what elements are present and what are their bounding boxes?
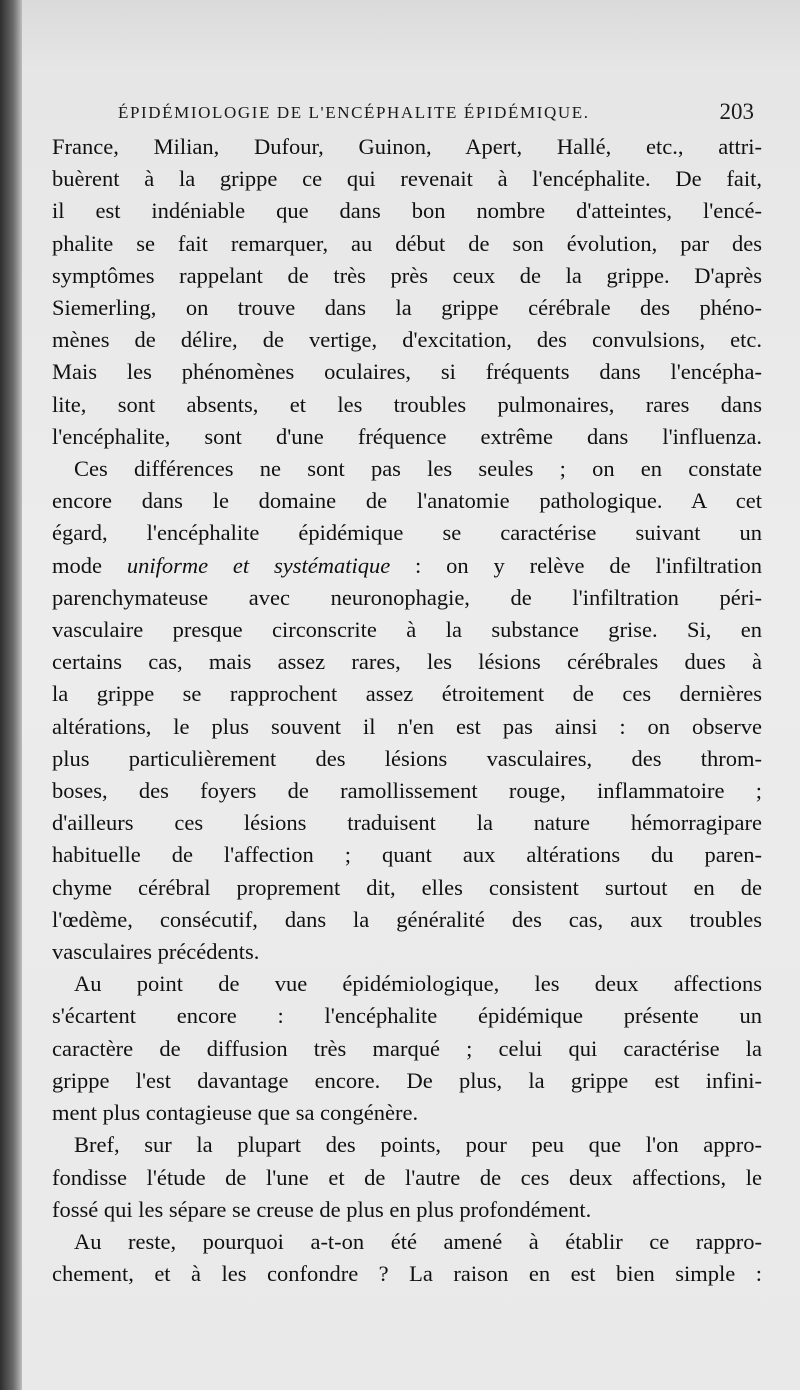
text-line: lite, sont absents, et les troubles pulmonaires, rares dans [52,391,762,417]
text-line: encore dans le domaine de l'anatomie pathologique. A cet [52,488,762,514]
text-line: la grippe se rapprochent assez étroitement de ces dernières [52,681,762,707]
text-line: altérations, le plus souvent il n'en est pas ainsi : on observe [52,713,762,739]
paragraph [52,1226,762,1290]
italic-phrase: uniforme et systématique [126,552,391,578]
text-line: chement, et à les confondre ? La raison en est bien simple : [52,1261,762,1287]
text-line: plus particulièrement des lésions vasculaires, des throm- [52,745,762,771]
text-line: caractère de diffusion très marqué ; celui qui caractérise la [52,1035,762,1061]
text-line: ment plus contagieuse que sa congénère. [52,1100,419,1126]
text-line: boses, des foyers de ramollissement rouge, inflammatoire ; [52,778,762,804]
text-line: buèrent à la grippe ce qui revenait à l'encéphalite. De fait, [52,166,762,192]
text-line: Ces différences ne sont pas les seules ; on en constate [74,456,762,482]
text-line: Siemerling, on trouve dans la grippe cérébrale des phéno- [52,295,762,321]
page-number: 203 [719,99,754,124]
text-line: l'œdème, consécutif, dans la généralité des cas, aux troubles [52,906,762,932]
text-line: chyme cérébral proprement dit, elles consistent surtout en de [52,874,762,900]
text-line: habituelle de l'affection ; quant aux altérations du paren- [52,842,762,868]
text-line: parenchymateuse avec neuronophagie, de l'infiltration péri- [52,584,762,610]
text-line: l'encéphalite, sont d'une fréquence extrême dans l'influenza. [52,423,762,449]
text-line: fondisse l'étude de l'une et de l'autre de ces deux affections, le [52,1164,762,1190]
book-page [22,0,800,1390]
body-text [52,131,762,1290]
paragraph [52,131,762,453]
text-line: certains cas, mais assez rares, les lésions cérébrales dues à [52,649,762,675]
text-fragment: : on y relève de l'infiltration [390,552,762,578]
text-fragment: mode [52,552,127,578]
text-line-with-italic [52,550,762,582]
page-header [118,99,768,129]
paragraph [52,968,762,1129]
text-line: symptômes rappelant de très près ceux de la grippe. D'après [52,262,762,288]
text-line: égard, l'encéphalite épidémique se caractérise suivant un [52,520,762,546]
text-line: vasculaire presque circonscrite à la substance grise. Si, en [52,617,762,643]
text-line: d'ailleurs ces lésions traduisent la nature hémorragipare [52,810,762,836]
text-line: phalite se fait remarquer, au début de son évolution, par des [52,230,762,256]
text-line: vasculaires précédents. [52,939,260,965]
running-title: ÉPIDÉMIOLOGIE DE L'ENCÉPHALITE ÉPIDÉMIQUE. [118,103,590,122]
text-line: Au reste, pourquoi a-t-on été amené à établir ce rappro- [74,1228,762,1254]
text-line: Au point de vue épidémiologique, les deux affections [74,971,762,997]
text-line: mènes de délire, de vertige, d'excitation, des convulsions, etc. [52,327,762,353]
text-line: s'écartent encore : l'encéphalite épidémique présente un [52,1003,762,1029]
text-line: fossé qui les sépare se creuse de plus en plus profondément. [52,1196,592,1222]
paragraph [52,1129,762,1226]
text-line: Mais les phénomènes oculaires, si fréquents dans l'encépha- [52,359,762,385]
text-line: Bref, sur la plupart des points, pour peu que l'on appro- [74,1132,762,1158]
paragraph [52,453,762,968]
text-line: France, Milian, Dufour, Guinon, Apert, Hallé, etc., attri- [52,134,762,159]
text-line: il est indéniable que dans bon nombre d'atteintes, l'encé- [52,198,762,224]
text-line: grippe l'est davantage encore. De plus, la grippe est infini- [52,1067,762,1093]
scan-shadow-edge [0,0,22,1390]
